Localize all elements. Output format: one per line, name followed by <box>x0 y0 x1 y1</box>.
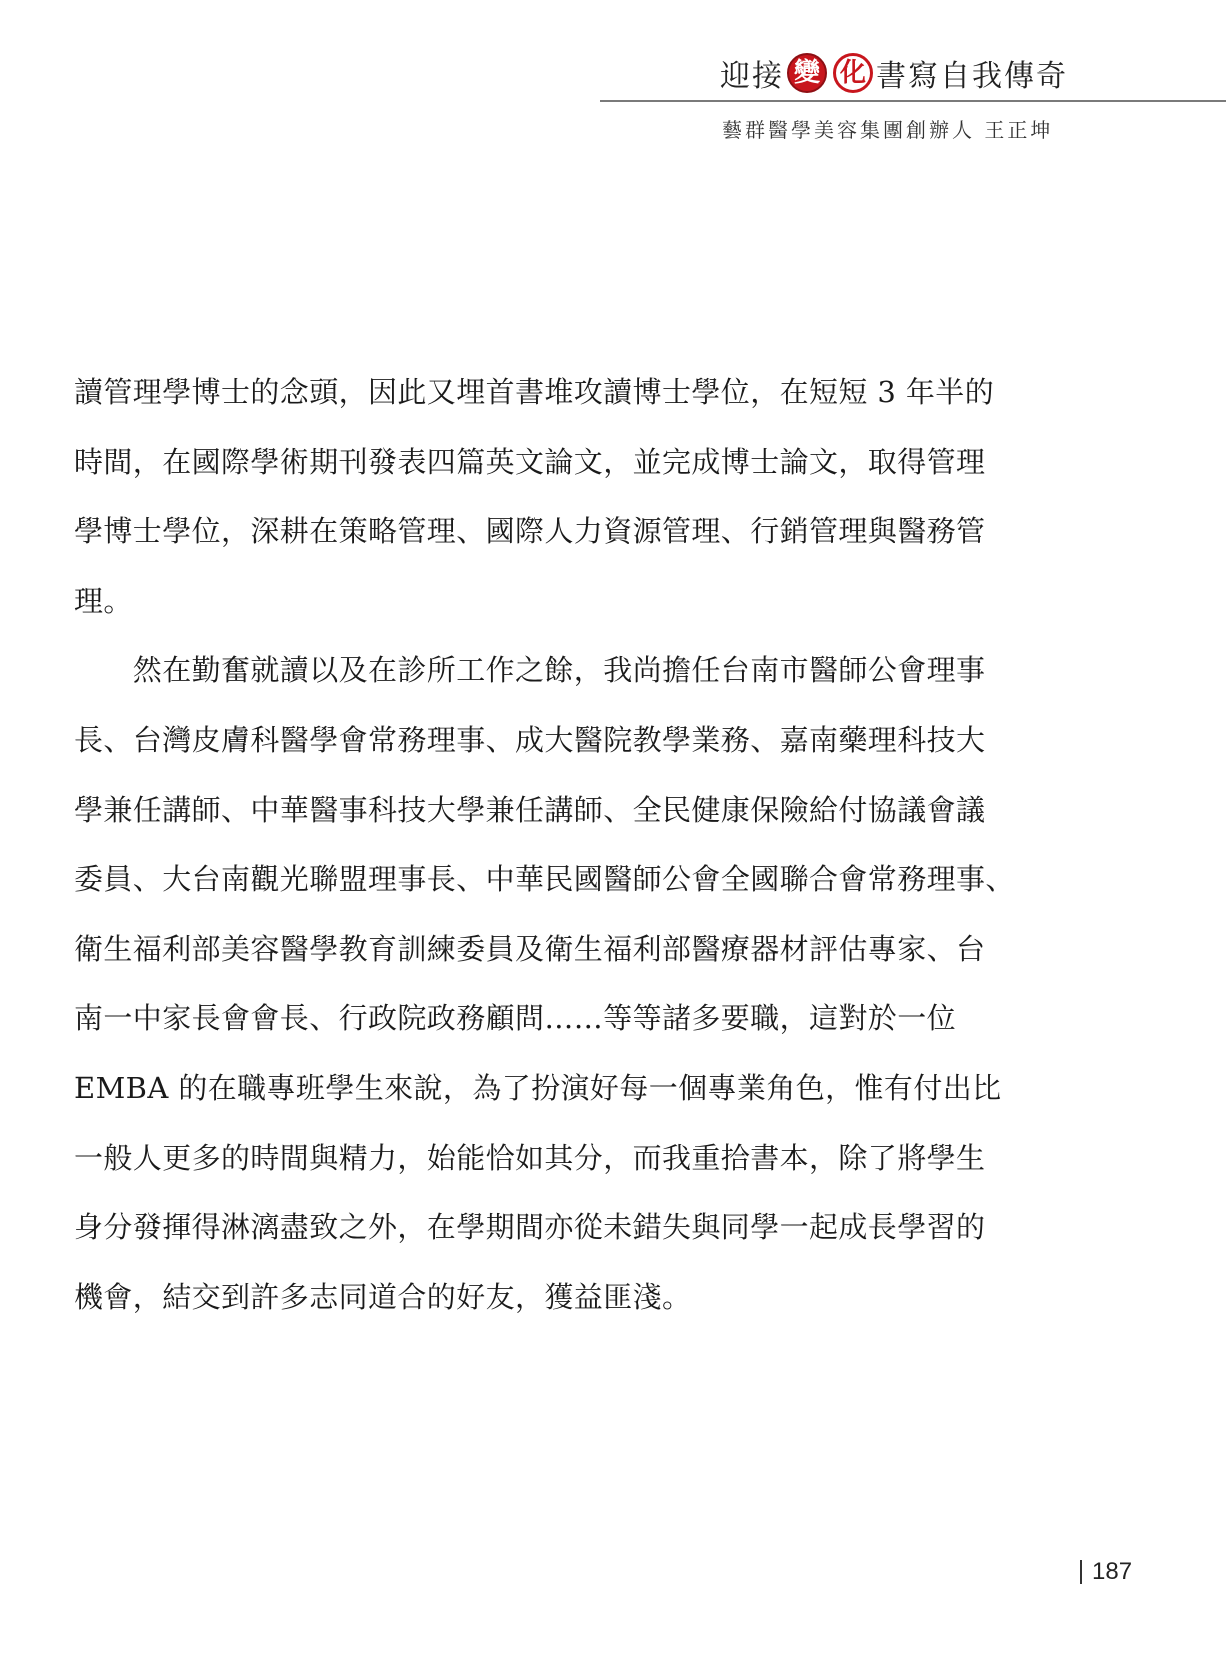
text-line: 然在勤奮就讀以及在診所工作之餘，我尚擔任台南市醫師公會理事 <box>74 653 986 688</box>
text-line: 身分發揮得淋漓盡致之外，在學期間亦從未錯失與同學一起成長學習的 <box>74 1210 986 1245</box>
book-title <box>720 50 1068 96</box>
text-line: 理。 <box>74 583 133 618</box>
header-divider <box>600 100 1226 102</box>
text-line: 讀管理學博士的念頭，因此又埋首書堆攻讀博士學位，在短短 3 年半的 <box>74 375 995 409</box>
page-number: 187 <box>1092 1558 1133 1585</box>
text-line: 衛生福利部美容醫學教育訓練委員及衛生福利部醫療器材評估專家、台 <box>74 931 986 966</box>
body-text <box>74 358 1064 1332</box>
page-number-divider <box>1080 1560 1082 1584</box>
text-line: EMBA 的在職專班學生來說，為了扮演好每一個專業角色，惟有付出比 <box>74 1070 1002 1105</box>
text-line: 一般人更多的時間與精力，始能恰如其分，而我重拾書本，除了將學生 <box>74 1140 986 1175</box>
seal-character-2: 化 <box>833 53 873 93</box>
text-line: 委員、大台南觀光聯盟理事長、中華民國醫師公會全國聯合會常務理事、 <box>74 862 1015 897</box>
seal-character-1: 變 <box>787 53 827 93</box>
text-line: 機會，結交到許多志同道合的好友，獲益匪淺。 <box>74 1279 692 1314</box>
text-line: 學博士學位，深耕在策略管理、國際人力資源管理、行銷管理與醫務管 <box>74 514 986 549</box>
book-title-prefix: 迎接 <box>720 59 784 94</box>
text-line: 南一中家長會會長、行政院政務顧問……等等諸多要職，這對於一位 <box>74 1001 957 1036</box>
book-title-suffix: 書寫自我傳奇 <box>876 59 1068 94</box>
page-footer <box>1080 1558 1132 1586</box>
author-subtitle: 藝群醫學美容集團創辦人 王正坤 <box>722 118 1054 142</box>
text-line: 時間，在國際學術期刊發表四篇英文論文，並完成博士論文，取得管理 <box>74 444 986 479</box>
text-line: 長、台灣皮膚科醫學會常務理事、成大醫院教學業務、嘉南藥理科技大 <box>74 722 986 757</box>
text-line: 學兼任講師、中華醫事科技大學兼任講師、全民健康保險給付協議會議 <box>74 792 986 827</box>
running-header <box>600 44 1226 144</box>
